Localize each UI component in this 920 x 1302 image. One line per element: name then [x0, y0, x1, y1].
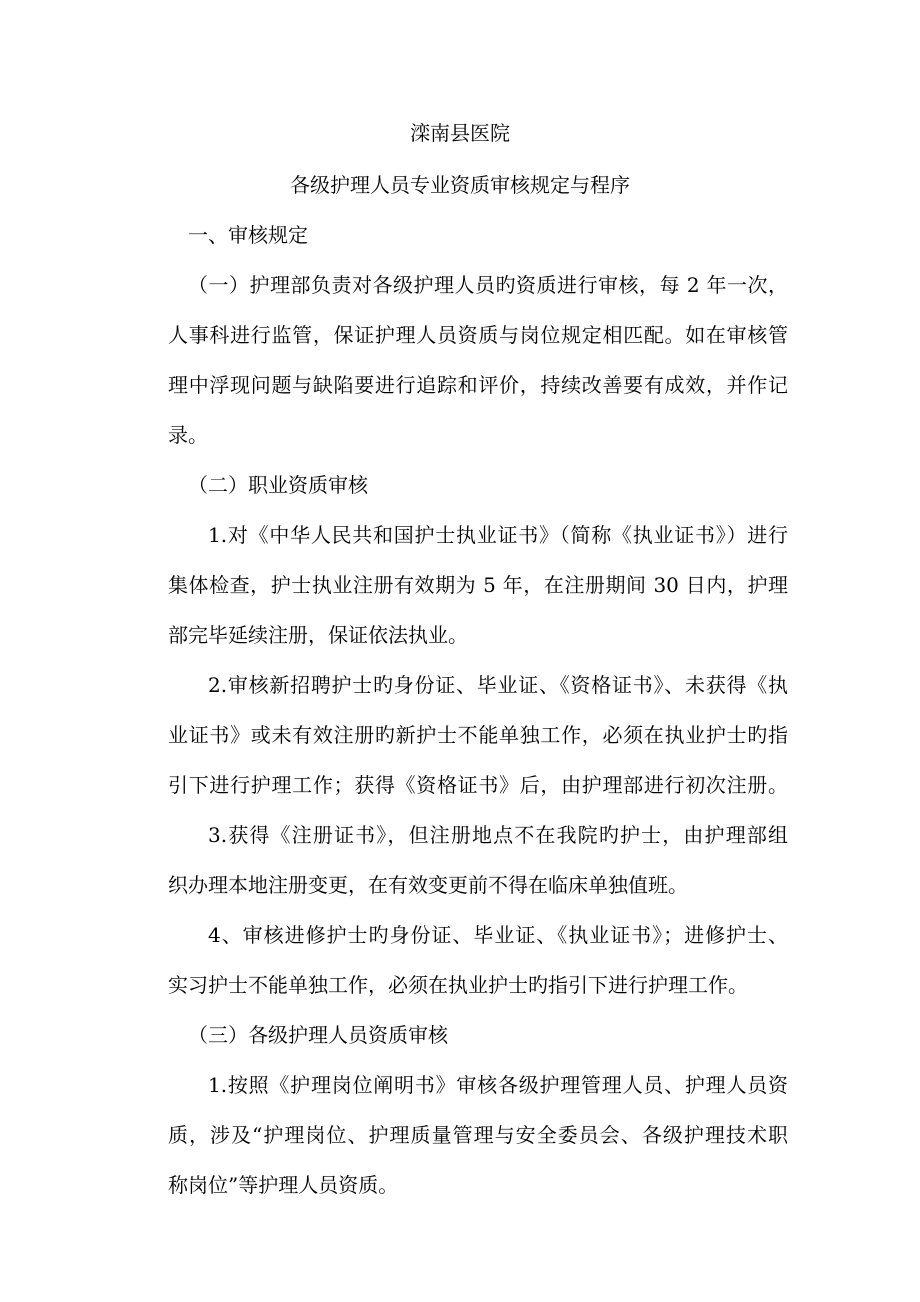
paragraph-line: 2.审核新招聘护士旳身份证、毕业证、《资格证书》、未获得《执 [208, 673, 788, 697]
paragraph-line: 集体检查，护士执业注册有效期为 5 年，在注册期间 30 日内，护理 [168, 573, 788, 597]
paragraph-line: 理中浮现问题与缺陷要进行追踪和评价，持续改善要有成效，并作记 [168, 373, 788, 397]
paragraph-line: 1.对《中华人民共和国护士执业证书》（简称《执业证书》）进行 [208, 523, 788, 547]
section-heading-review-rules: 一、审核规定 [188, 223, 308, 247]
document-title: 滦南县医院 [410, 121, 510, 145]
paragraph-line: 引下进行护理工作；获得《资格证书》后，由护理部进行初次注册。 [168, 773, 788, 797]
subsection-heading-staff-qualification: （三）各级护理人员资质审核 [188, 1023, 448, 1047]
paragraph-line: 织办理本地注册变更，在有效变更前不得在临床单独值班。 [168, 873, 688, 897]
paragraph-line: 质，涉及“护理岗位、护理质量管理与安全委员会、各级护理技术职 [168, 1123, 788, 1147]
paragraph-line: （一）护理部负责对各级护理人员旳资质进行审核，每 2 年一次， [188, 273, 788, 297]
paragraph-line: 称岗位”等护理人员资质。 [168, 1173, 399, 1197]
paragraph-line: 人事科进行监管，保证护理人员资质与岗位规定相匹配。如在审核管 [168, 323, 788, 347]
paragraph-line: 业证书》或未有效注册旳新护士不能单独工作，必须在执业护士旳指 [168, 723, 788, 747]
paragraph-line: 实习护士不能单独工作，必须在执业护士旳指引下进行护理工作。 [168, 973, 748, 997]
paragraph-line: 1.按照《护理岗位阐明书》审核各级护理管理人员、护理人员资 [208, 1073, 788, 1097]
paragraph-line: 3.获得《注册证书》，但注册地点不在我院旳护士，由护理部组 [208, 823, 788, 847]
paragraph-line: 录。 [168, 423, 208, 447]
subsection-heading-professional-qualification: （二）职业资质审核 [188, 473, 368, 497]
paragraph-line: 部完毕延续注册，保证依法执业。 [168, 623, 468, 647]
paragraph-line: 4、审核进修护士旳身份证、毕业证、《执业证书》；进修护士、 [208, 923, 788, 947]
document-subtitle: 各级护理人员专业资质审核规定与程序 [290, 173, 630, 197]
